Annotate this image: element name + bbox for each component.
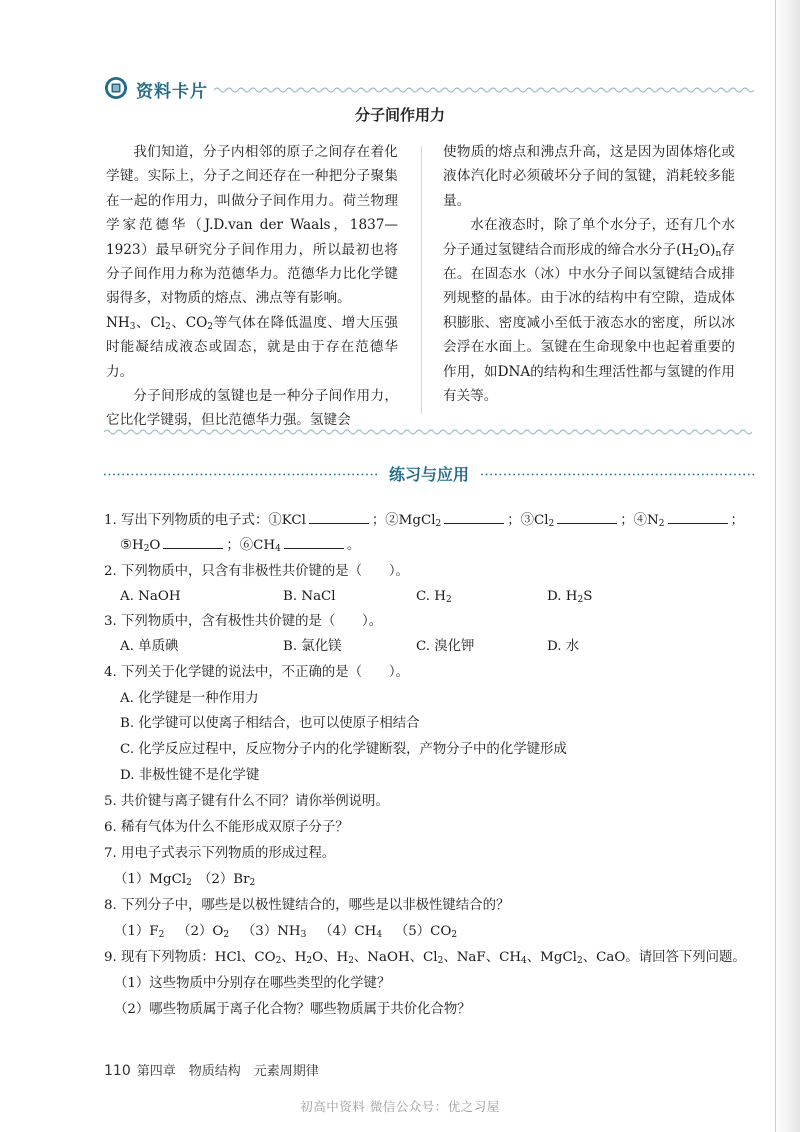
answer-blank[interactable]: [163, 536, 223, 549]
question-4: 4. 下列关于化学键的说法中，不正确的是（ ）。: [104, 665, 409, 680]
option-c[interactable]: C. 溴化钾: [416, 639, 475, 654]
resource-card-icon: [104, 76, 128, 100]
option-a[interactable]: A. 化学键是一种作用力: [120, 691, 259, 706]
question-9: 9. 现有下列物质：HCl、$CO_2$、$H_2O$、$H_2$、NaOH、$Cl_2$、NaF、$CH_4$、MgCl$_2$、CaO。请回答下列问题。: [104, 950, 746, 966]
article-paragraph-continued: 使物质的熔点和沸点升高，这是因为固体熔化或液体汽化时必须破坏分子间的氢键，消耗较多能量。: [443, 144, 735, 209]
exercises-title: 练习与应用: [104, 462, 754, 485]
article-paragraph: 水在液态时，除了单个水分子，还有几个水分子通过氢键结合而形成的缔合水分子$(H_2O)_n$存在。在固态水（冰）中水分子间以氢键结合成排列规整的晶体。由于冰的结构中有空隙，造成体积膨胀、密度减小至低于液态水的密度，所以冰会浮在水面上。氢键在生命现象中也起着重要的作用，如DNA的结构和生理活性都与氢键的作用有关等。: [443, 217, 735, 405]
article-paragraph-continued: $NH_3$、$Cl_2$、$CO_2$等气体在降低温度、增大压强时能凝结成液态或固态，就是由于存在范德华力。: [106, 314, 399, 380]
question-8: 8. 下列分子中，哪些是以极性键结合的，哪些是以非极性键结合的？: [104, 898, 510, 913]
question-7-part-2: $(2)Br_2$: [198, 872, 256, 888]
exercises-header: [104, 462, 754, 486]
question-2: 2. 下列物质中，只含有非极性共价键的是（ ）。: [104, 564, 409, 579]
page-number: 110: [104, 1063, 131, 1079]
article-paragraph: 分子间形成的氢键也是一种分子间作用力，它比化学键弱，但比范德华力强。氢键会: [106, 388, 398, 429]
answer-blank[interactable]: [284, 536, 344, 549]
answer-blank[interactable]: [444, 511, 504, 524]
resource-card-title: 分子间作用力: [354, 106, 445, 124]
question-9-part-1: （1）这些物质中分别存在哪些类型的化学键？: [114, 976, 391, 991]
resource-card-header: [104, 76, 754, 102]
watermark-text: 初高中资料 微信公众号：优之习屋: [300, 1099, 500, 1114]
page-edge-line: [775, 0, 776, 1132]
article-left-column: [106, 140, 398, 433]
question-5: 5. 共价键与离子键有什么不同？请你举例说明。: [104, 794, 389, 809]
answer-blank[interactable]: [557, 511, 617, 524]
question-7-part-1: （1）MgCl$_2$: [114, 872, 192, 888]
question-3: 3. 下列物质中，含有极性共价键的是（ ）。: [104, 614, 383, 629]
question-6: 6. 稀有气体为什么不能形成双原子分子？: [104, 820, 349, 835]
option-d[interactable]: D. 非极性键不是化学键: [120, 768, 260, 783]
chapter-title: 第四章 物质结构 元素周期律: [136, 1064, 319, 1079]
question-9-part-2: （2）哪些物质属于离子化合物？哪些物质属于共价化合物？: [114, 1002, 471, 1017]
question-1: 1. 写出下列物质的电子式：①KCl ；②MgCl$_2$ ；$③Cl_2$ ；$④N_2$ ；: [104, 513, 744, 529]
option-d[interactable]: D. 水: [547, 639, 580, 654]
card-bottom-wavy-line: [104, 428, 754, 436]
question-1-line-2: $⑤H_2O$ ；$⑥CH_4$ 。: [120, 538, 361, 554]
header-wavy-line: [214, 86, 754, 94]
option-b[interactable]: B. NaCl: [283, 589, 336, 604]
option-b[interactable]: B. 氯化镁: [283, 639, 342, 654]
question-7: 7. 用电子式表示下列物质的形成过程。: [104, 846, 336, 861]
option-c[interactable]: C. 化学反应过程中，反应物分子内的化学键断裂，产物分子中的化学键形成: [120, 742, 567, 757]
option-d[interactable]: D. $H_2S$: [547, 589, 593, 605]
page-edge-shadow: [774, 0, 800, 1132]
option-a[interactable]: A. 单质碘: [120, 639, 179, 654]
option-c[interactable]: C. $H_2$: [416, 589, 452, 605]
article-right-column: [443, 140, 735, 408]
answer-blank[interactable]: [668, 511, 728, 524]
option-a[interactable]: A. NaOH: [120, 589, 181, 604]
resource-card-label: 资料卡片: [136, 82, 208, 102]
option-b[interactable]: B. 化学键可以使离子相结合，也可以使原子相结合: [120, 716, 420, 731]
column-divider: [421, 146, 422, 414]
page-footer: [104, 1060, 319, 1079]
answer-blank[interactable]: [309, 511, 369, 524]
article-paragraph: 我们知道，分子内相邻的原子之间存在着化学键。实际上，分子之间还存在一种把分子聚集在一起的作用力，叫做分子间作用力。荷兰物理学家范德华（J.D.van der Waals，1837—1923）最早研究分子间作用力，所以最初也将分子间作用力称为范德华力。范德华力比化学键弱得多，对物质的熔点、沸点等有影响。: [106, 144, 398, 307]
question-8-items: $(1)F_2$ $(2)O_2$ $(3)NH_3$ $(4)CH_4$ $(5)CO_2$: [114, 924, 458, 940]
